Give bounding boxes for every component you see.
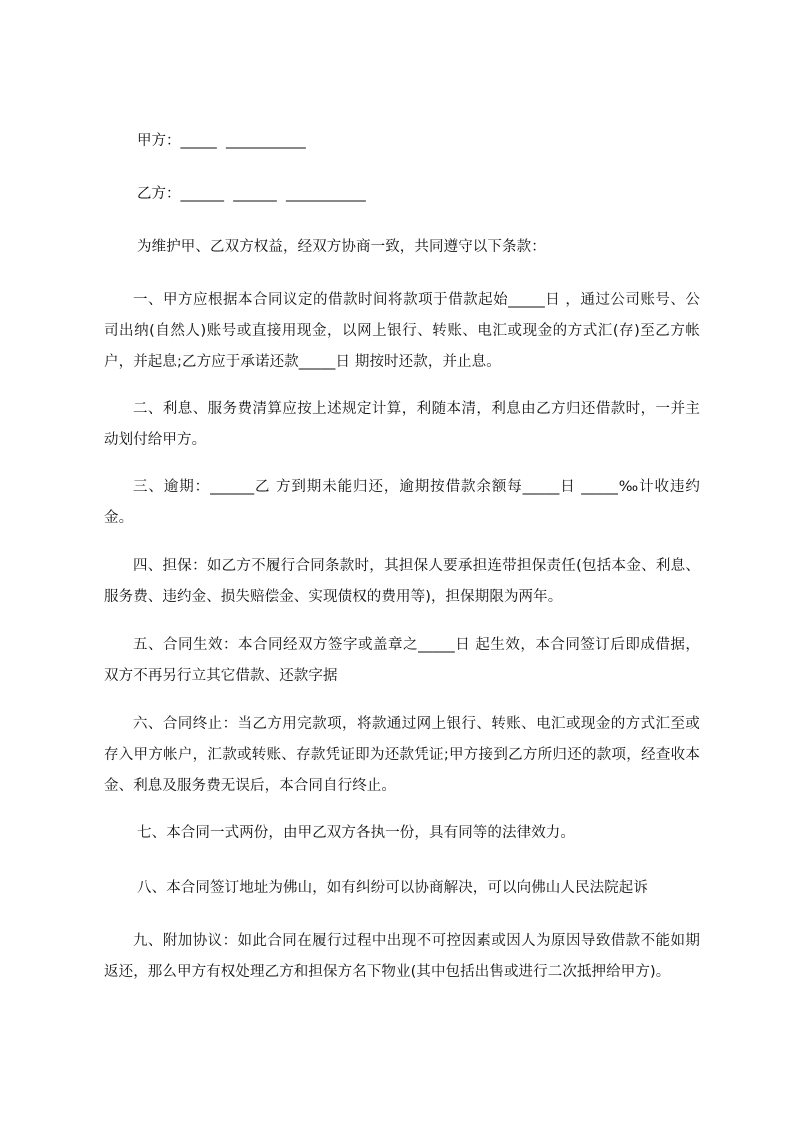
intro-paragraph: 为维护甲、乙双方权益，经双方协商一致，共同遵守以下条款： bbox=[137, 239, 546, 255]
clause-1: 一、甲方应根据本合同议定的借款时间将款项于借款起始_____日 ，通过公司账号、公司出纳(自然人)账号或直接用现金，以网上银行、转账、电汇或现金的方式汇(存)至乙方帐户，并起息;乙方应于承诺还款_____日 期按时还款，并止息。 bbox=[104, 292, 700, 370]
party-a-line bbox=[137, 131, 306, 151]
party-b-blank-1: ______ bbox=[180, 186, 224, 202]
clause-5: 五、合同生效：本合同经双方签字或盖章之_____日 起生效，本合同签订后即成借据，双方不再另行立其它借款、还款字据 bbox=[104, 637, 700, 684]
party-a-blank-2: ___________ bbox=[225, 133, 306, 149]
clause-7: 七、本合同一式两份，由甲乙双方各执一份，具有同等的法律效力。 bbox=[137, 825, 575, 841]
clause-6: 六、合同终止：当乙方用完款项，将款通过网上银行、转账、电汇或现金的方式汇至或存入甲方帐户，汇款或转账、存款凭证即为还款凭证;甲方接到乙方所归还的款项，经查收本金、利息及服务费无误后，本合同自行终止。 bbox=[104, 716, 700, 794]
clause-8: 八、本合同签订地址为佛山，如有纠纷可以协商解决，可以向佛山人民法院起诉 bbox=[137, 880, 648, 896]
party-b-line bbox=[137, 184, 366, 204]
clause-3: 三、逾期：______乙 方到期未能归还，逾期按借款余额每_____日 _____‰计收违约金。 bbox=[104, 479, 700, 526]
party-b-label: 乙方： bbox=[137, 186, 181, 202]
clause-9: 九、附加协议：如此合同在履行过程中出现不可控因素或因人为原因导致借款不能如期返还，那么甲方有权处理乙方和担保方名下物业(其中包括出售或进行二次抵押给甲方)。 bbox=[104, 933, 700, 980]
clause-4: 四、担保：如乙方不履行合同条款时，其担保人要承担连带担保责任(包括本金、利息、服务费、违约金、损失赔偿金、实现债权的费用等)，担保期限为两年。 bbox=[104, 558, 700, 605]
party-b-blank-3: ___________ bbox=[285, 186, 366, 202]
party-a-blank-1: _____ bbox=[180, 133, 217, 149]
party-b-blank-2: ______ bbox=[233, 186, 277, 202]
clause-2: 二、利息、服务费清算应按上述规定计算，利随本清，利息由乙方归还借款时，一并主动划付给甲方。 bbox=[104, 401, 700, 448]
party-a-label: 甲方： bbox=[137, 133, 181, 149]
